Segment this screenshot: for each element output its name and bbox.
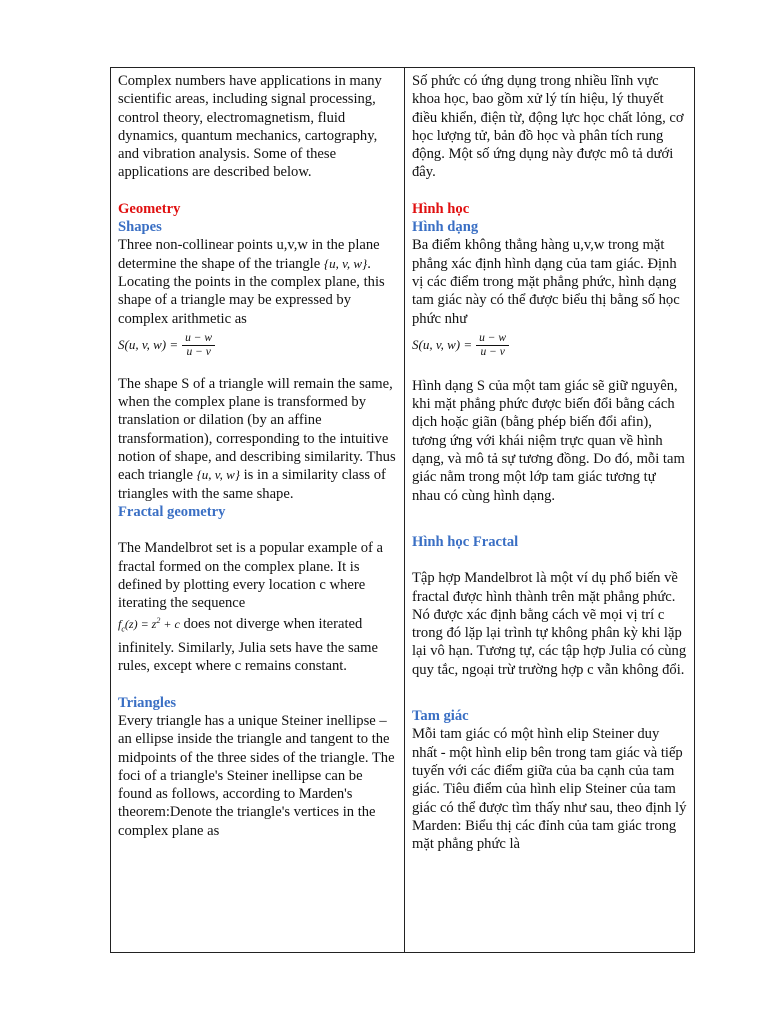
shape-formula-vi: S(u, v, w) = $\frac{u - w}{u - v}$: [412, 332, 687, 359]
triangles-paragraph: Every triangle has a unique Steiner inellipse – an ellipse inside the triangle and tangent to the midpoints of the three sides of the triangle. The foci of a triangle's Steiner inellipse can be found as follows, according to Marden's theorem:Denote the triangle's vertices in the complex plane as: [118, 713, 395, 839]
shapes-paragraph-2: The shape S of a triangle will remain the same, when the complex plane is transformed by translation or dilation (by an affine transformation), corresponding to the intuitive notion of shape, and describing similarity. Thus each triangle {u, v, w} is in a similarity class of triangles with the same shape.: [118, 375, 396, 502]
triangle-set-formula: {u, v, w}: [323, 255, 368, 271]
vietnamese-column: [405, 68, 694, 952]
fractal-paragraph-vi: Tập hợp Mandelbrot là một ví dụ phổ biến về fractal được hình thành trên mặt phẳng phức. Nó được xác định bằng cách vẽ mọi vị trí c trong đó lặp lại trình tự không phân kỳ khi lặp lại vô hạn. Tương tự, các tập hợp Julia có cùng quy tắc, ngoại trừ trường hợp c vẫn không đổi.: [412, 570, 687, 678]
fractal-heading-vi: Hình học Fractal: [412, 533, 519, 550]
geometry-heading: Geometry: [118, 200, 181, 217]
geometry-heading-vi: Hình học: [412, 200, 470, 217]
shapes-paragraph-2-vi: Hình dạng S của một tam giác sẽ giữ nguyên, khi mặt phẳng phức được biến đổi bằng cách dịch hoặc giãn (bằng phép biến đổi afin), tương ứng với khái niệm trực quan về hình dạng, và mô tả sự tương đồng. Do đó, mỗi tam giác nằm trong một lớp tam giác tương tự nhau có cùng hình dạng.: [412, 377, 685, 504]
fractal-heading: Fractal geometry: [118, 503, 226, 520]
triangles-heading: Triangles: [118, 694, 177, 711]
shape-formula: S(u, v, w) = $\frac{u - w}{u - v}$: [118, 332, 397, 359]
triangles-paragraph-vi: Mỗi tam giác có một hình elip Steiner duy nhất - một hình elip bên trong tam giác và tiếp tuyến với các điểm giữa của ba cạnh của tam giác. Tiêu điểm của hình elip Steiner của tam giác có thể được tìm thấy như sau, theo định lý Marden: Biểu thị các đỉnh của tam giác trong mặt phẳng phức là: [412, 726, 687, 853]
triangles-heading-vi: Tam giác: [412, 708, 469, 725]
shapes-paragraph-vi: Ba điểm không thẳng hàng u,v,w trong mặt phẳng xác định hình dạng của tam giác. Định vị các điểm trong mặt phẳng phức, hình dạng tam giác này có thể được biểu thị bằng số học phức như: [412, 237, 680, 327]
fractal-paragraph: The Mandelbrot set is a popular example of a fractal formed on the complex plane. It is defined by plotting every location c where iterating the sequence $f_c(z) = z^2 + c$ does not diverge when iterated infinitely. Similarly, Julia sets have the same rules, except where c remains constant.: [118, 540, 384, 675]
bilingual-table: [110, 67, 695, 953]
intro-paragraph: Complex numbers have applications in many scientific areas, including signal processing, control theory, electromagnetism, fluid dynamics, quantum mechanics, cartography, and vibration analysis. Some of these applications are described below.: [118, 73, 382, 181]
shapes-heading-vi: Hình dạng: [412, 219, 479, 236]
triangle-set-formula-2: {u, v, w}: [196, 467, 240, 483]
shapes-paragraph: Three non-collinear points u,v,w in the plane determine the shape of the triangle {u, v, w}. Locating the points in the complex plane, this shape of a triangle may be expressed by complex arithmetic as: [118, 237, 385, 327]
mandelbrot-formula: $f_c(z) = z^2 + c$: [118, 616, 180, 634]
english-column: [111, 68, 405, 952]
intro-paragraph-vi: Số phức có ứng dụng trong nhiều lĩnh vực khoa học, bao gồm xử lý tín hiệu, lý thuyết điều khiển, điện từ, động lực học chất lỏng, cơ học lượng tử, bản đồ học và phân tích rung động. Một số ứng dụng này được mô tả dưới đây.: [412, 73, 684, 181]
shapes-heading: Shapes: [118, 219, 162, 236]
